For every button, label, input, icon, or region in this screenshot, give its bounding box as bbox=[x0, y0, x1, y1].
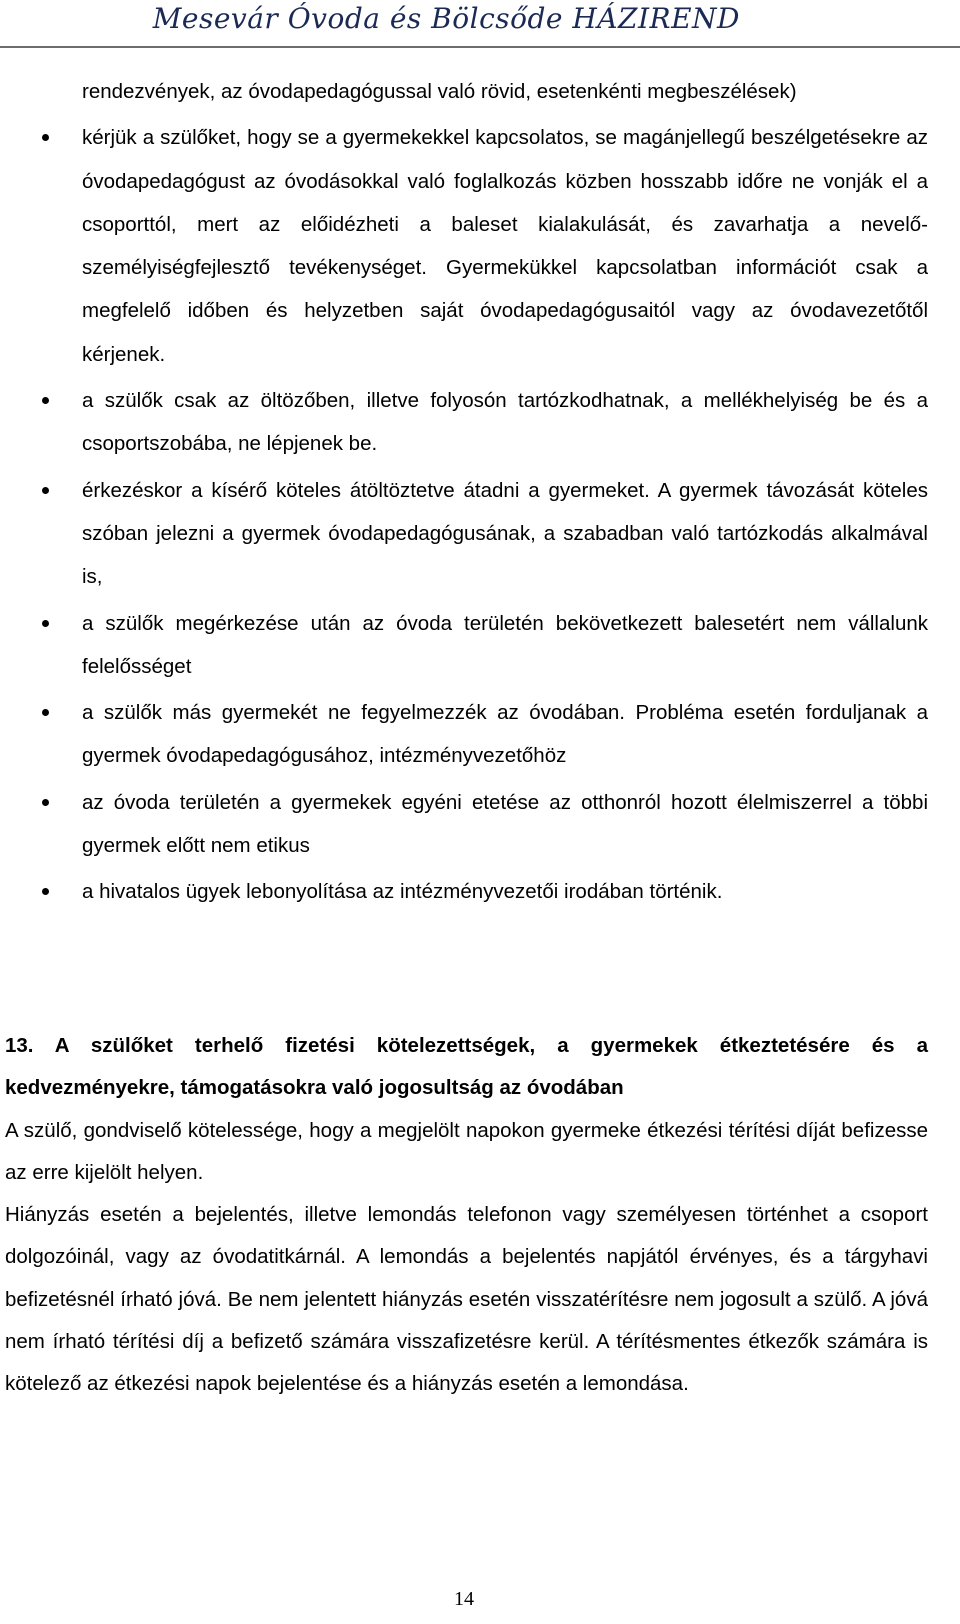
list-item: a hivatalos ügyek lebonyolítása az intézményvezetői irodában történik. bbox=[0, 870, 960, 913]
page-header-title: Mesevár Óvoda és Bölcsőde HÁZIREND bbox=[152, 2, 740, 35]
header-divider bbox=[0, 46, 960, 48]
list-item: a szülők csak az öltözőben, illetve folyosón tartózkodhatnak, a mellékhelyiség be és a csoportszobába, ne lépjenek be. bbox=[0, 379, 960, 466]
list-item: érkezéskor a kísérő köteles átöltöztetve átadni a gyermeket. A gyermek távozását köteles szóban jelezni a gyermek óvodapedagógusának, a szabadban való tartózkodás alkalmával is, bbox=[0, 469, 960, 599]
list-item: kérjük a szülőket, hogy se a gyermekekkel kapcsolatos, se magánjellegű beszélgetésekre az óvodapedagógust az óvodásokkal való foglalkozás közben hosszabb időre ne vonják el a csoporttól, mert az előidézheti a baleset kialakulását, és zavarhatja a nevelő- személyiségfejlesztő tevékenységet. Gyermekükkel kapcsolatban információt csak a megfelelő időben és helyzetben saját óvodapedagógusaitól vagy az óvodavezetőtől kérjenek. bbox=[0, 116, 960, 376]
list-item: rendezvények, az óvodapedagógussal való rövid, esetenkénti megbeszélések) bbox=[82, 80, 797, 103]
rules-bullet-list bbox=[0, 70, 960, 917]
list-item: a szülők más gyermekét ne fegyelmezzék az óvodában. Probléma esetén forduljanak a gyermek óvodapedagógusához, intézményvezetőhöz bbox=[0, 691, 960, 778]
list-item: az óvoda területén a gyermekek egyéni etetése az otthonról hozott élelmiszerrel a többi gyermek előtt nem etikus bbox=[0, 781, 960, 868]
page-number: 14 bbox=[454, 1588, 474, 1610]
section-heading: 13. A szülőket terhelő fizetési kötelezettségek, a gyermekek étkeztetésére és a kedvezményekre, támogatásokra való jogosultság az óvodában bbox=[5, 1034, 928, 1100]
payment-section bbox=[5, 1025, 928, 1406]
list-item: a szülők megérkezése után az óvoda területén bekövetkezett balesetért nem vállalunk felelősséget bbox=[0, 602, 960, 689]
section-paragraph: Hiányzás esetén a bejelentés, illetve lemondás telefonon vagy személyesen történhet a csoport dolgozóinál, vagy az óvodatitkárnál. A lemondás a bejelentés napjától érvényes, és a tárgyhavi befizetésnél írható jóvá. Be nem jelentett hiányzás esetén visszatérítésre nem jogosult a szülő. A jóvá nem írható térítési díj a befizető számára visszafizetésre kerül. A térítésmentes étkezők számára is kötelező az étkezési napok bejelentése és a hiányzás esetén a lemondása. bbox=[5, 1203, 928, 1396]
section-paragraph: A szülő, gondviselő kötelessége, hogy a megjelölt napokon gyermeke étkezési térítési díját befizesse az erre kijelölt helyen. bbox=[5, 1118, 928, 1184]
